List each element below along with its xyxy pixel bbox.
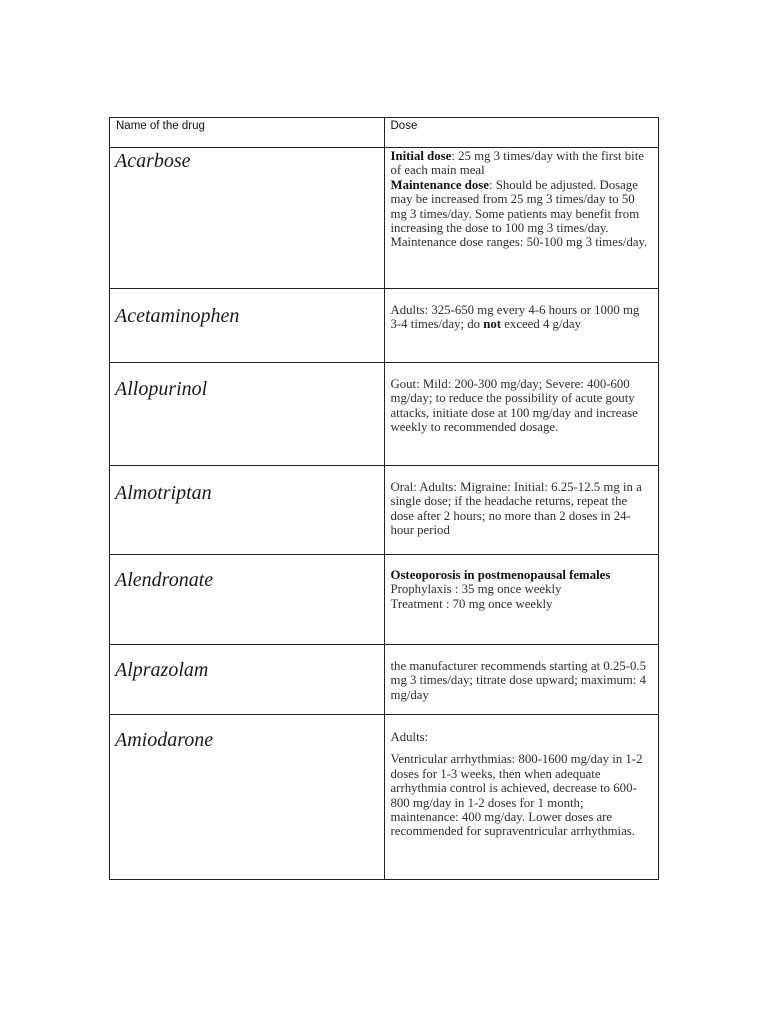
drug-name-alprazolam: Alprazolam	[115, 659, 209, 681]
table-row-almotriptan	[110, 466, 659, 555]
table-row-acarbose	[110, 148, 659, 289]
dose-acetaminophen: Adults: 325-650 mg every 4-6 hours or 1000 mg 3-4 times/day; do not exceed 4 g/day	[390, 303, 640, 332]
header-row	[110, 118, 659, 148]
table-row-allopurinol	[110, 363, 659, 466]
name-cell	[110, 555, 385, 645]
header-dose: Dose	[390, 120, 418, 132]
drug-name-allopurinol: Allopurinol	[115, 378, 208, 400]
maintenance-dose-label: Maintenance dose	[390, 177, 489, 192]
dose-heading: Osteoporosis in postmenopausal females	[390, 568, 611, 582]
adults-label: Adults:	[390, 730, 429, 744]
treatment-text: Treatment : 70 mg once weekly	[390, 596, 553, 611]
dose-alprazolam: the manufacturer recommends starting at 0.25-0.5 mg 3 times/day; titrate dose upward; maximum: 4 mg/day	[390, 659, 647, 702]
drug-name-alendronate: Alendronate	[115, 569, 214, 591]
header-name-cell	[110, 118, 385, 148]
dose-cell	[384, 289, 659, 363]
name-cell	[110, 645, 385, 715]
initial-dose-label: Initial dose	[390, 149, 452, 163]
drug-name-almotriptan: Almotriptan	[115, 482, 212, 504]
amiodarone-dose-text: Ventricular arrhythmias: 800-1600 mg/day in 1-2 doses for 1-3 weeks, then when adequate arrhythmia control is achieved, decrease to 600-800 mg/day in 1-2 doses for 1 month; maintenance: 400 mg/day. Lower doses are recommended for supraventricular arrhythmias.	[390, 752, 643, 839]
table-row-acetaminophen	[110, 289, 659, 363]
table-row-alendronate	[110, 555, 659, 645]
dose-acarbose	[385, 148, 659, 250]
maintenance-dose-text: : Should be adjusted. Dosage may be increased from 25 mg 3 times/day to 50 mg 3 times/day. Some patients may benefit from increasing the dose to 100 mg 3 times/day.	[390, 177, 640, 236]
initial-dose-text: : 25 mg 3 times/day with the first bite of each main meal	[390, 149, 644, 178]
name-cell	[110, 289, 385, 363]
table-row-amiodarone	[110, 715, 659, 880]
dose-cell	[384, 645, 659, 715]
dose-cell	[384, 555, 659, 645]
dose-cell	[384, 363, 659, 466]
prophylaxis-text: Prophylaxis : 35 mg once weekly	[390, 582, 562, 597]
header-name: Name of the drug	[116, 120, 205, 132]
emphasis-not: not	[483, 317, 502, 332]
maintenance-range-text: Maintenance dose ranges: 50-100 mg 3 times/day.	[390, 235, 648, 250]
name-cell	[110, 715, 385, 880]
dose-amiodarone	[385, 715, 659, 839]
dose-almotriptan: Oral: Adults: Migraine: Initial: 6.25-12.5 mg in a single dose; if the headache returns, repeat the dose after 2 hours; no more than 2 doses in 24-hour period	[390, 480, 642, 538]
drug-name-acetaminophen: Acetaminophen	[115, 305, 240, 327]
dose-cell	[384, 148, 659, 289]
dose-cell	[384, 715, 659, 880]
drug-dose-table	[109, 117, 659, 880]
name-cell	[110, 466, 385, 555]
drug-name-amiodarone: Amiodarone	[115, 729, 214, 751]
name-cell	[110, 148, 385, 289]
dose-allopurinol: Gout: Mild: 200-300 mg/day; Severe: 400-600 mg/day; to reduce the possibility of acute gouty attacks, initiate dose at 100 mg/day and increase weekly to recommended dosage.	[390, 377, 638, 435]
header-dose-cell	[384, 118, 659, 148]
table-row-alprazolam	[110, 645, 659, 715]
drug-name-acarbose: Acarbose	[115, 150, 191, 172]
dose-cell	[384, 466, 659, 555]
dose-alendronate	[385, 555, 659, 611]
name-cell	[110, 363, 385, 466]
